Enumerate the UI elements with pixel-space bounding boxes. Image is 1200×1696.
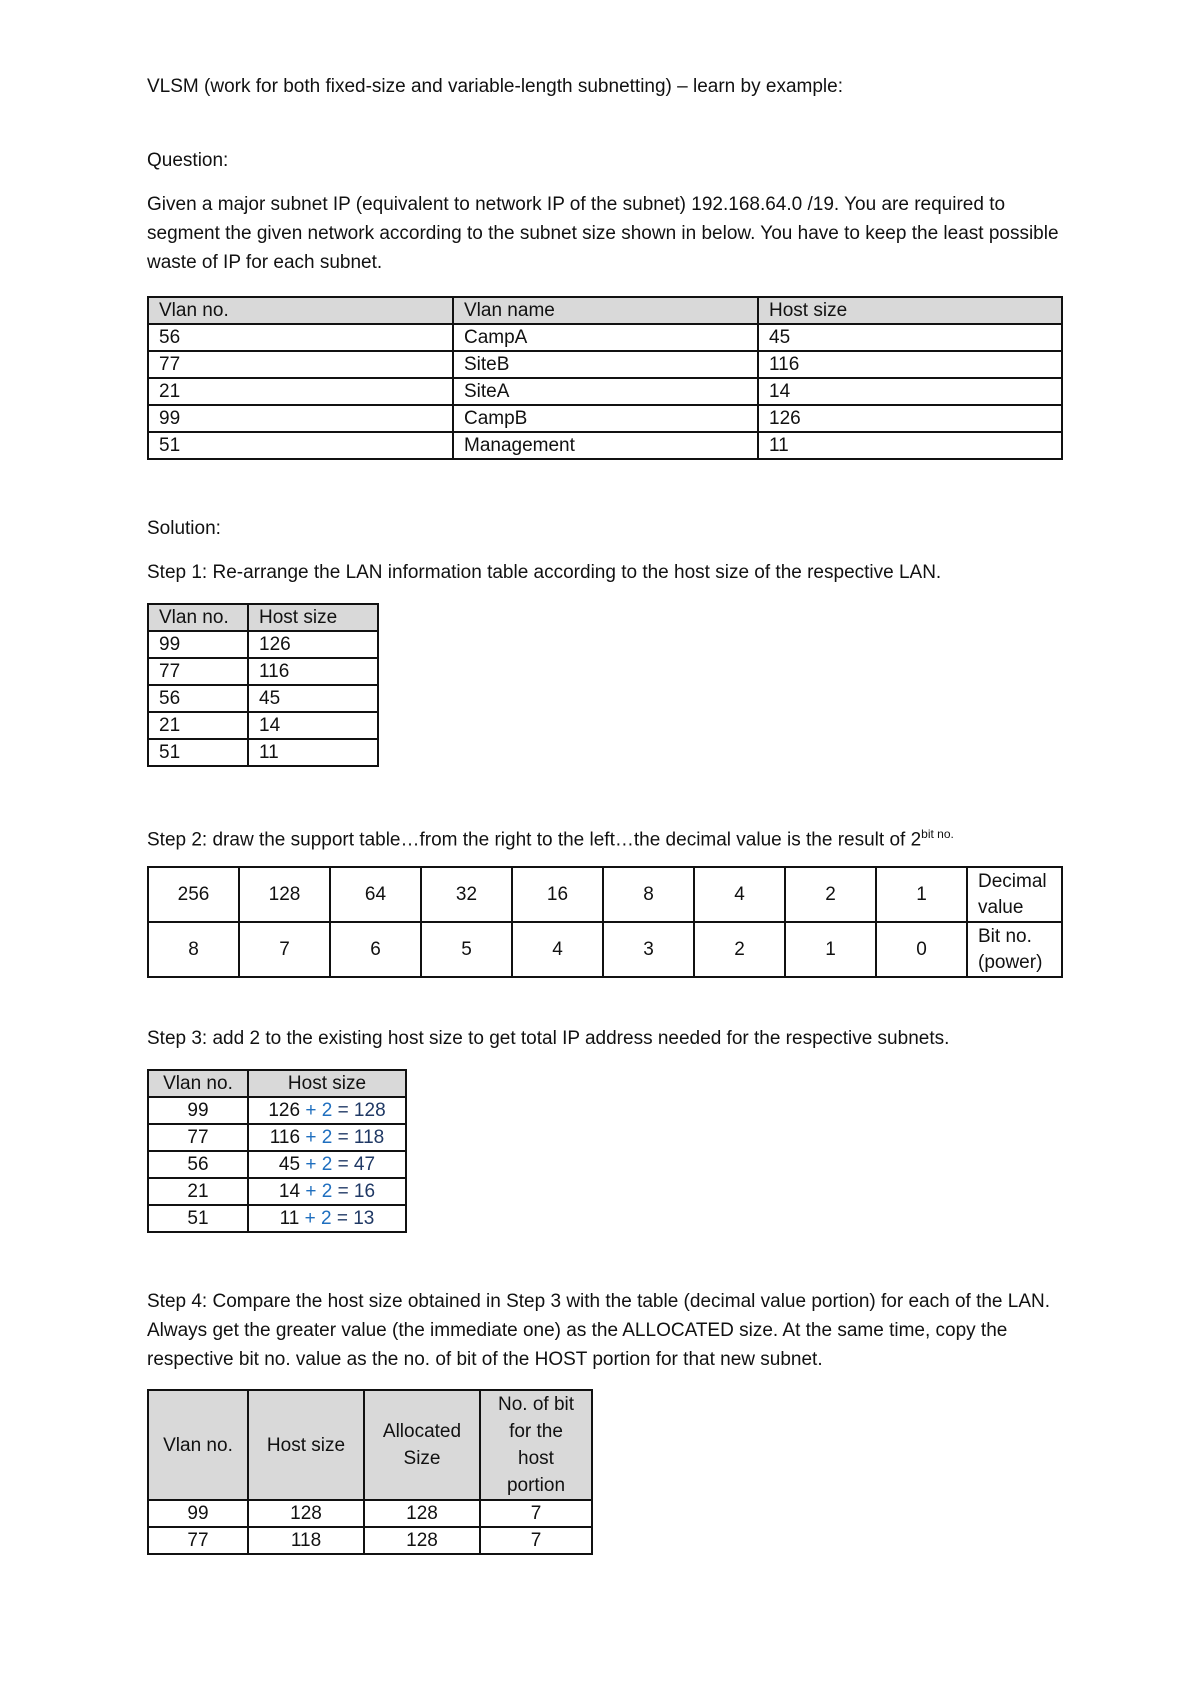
table-row — [148, 1097, 406, 1124]
plus-two: + 2 — [305, 1127, 333, 1148]
bit-label-cell — [967, 922, 1062, 977]
header-line: Allocated — [382, 1421, 462, 1442]
table-row — [148, 658, 378, 685]
result-value: = 47 — [337, 1154, 376, 1175]
solution-label: Solution: — [147, 518, 221, 539]
table-cell: 14 — [248, 712, 378, 739]
calc-cell — [248, 1178, 406, 1205]
result-value: = 16 — [337, 1181, 376, 1202]
bit-cell: 4 — [512, 922, 603, 977]
column-header: Vlan no. — [148, 1070, 248, 1097]
decimal-cell: 8 — [603, 867, 694, 922]
table-row — [148, 1205, 406, 1232]
decimal-cell: 32 — [421, 867, 512, 922]
decimal-label-line: value — [978, 896, 1024, 918]
table-header-row — [148, 297, 1062, 324]
table-cell: 14 — [758, 378, 1062, 405]
table-cell: 99 — [148, 1097, 248, 1124]
table-cell: 45 — [248, 685, 378, 712]
bit-number-row — [148, 922, 1062, 977]
host-value: 14 — [278, 1181, 301, 1202]
table-row — [148, 712, 378, 739]
plus-two: + 2 — [304, 1208, 332, 1229]
bit-cell: 1 — [785, 922, 876, 977]
host-value: 116 — [269, 1127, 301, 1148]
step-1-text: Step 1: Re-arrange the LAN information table according to the host size of the respective LAN. — [147, 562, 942, 583]
table-row — [148, 432, 1062, 459]
column-header: Vlan no. — [148, 1390, 248, 1500]
header-line: host — [518, 1448, 554, 1469]
table-row — [148, 1124, 406, 1151]
bit-cell: 7 — [239, 922, 330, 977]
column-header: Vlan no. — [148, 297, 453, 324]
sorted-vlan-table — [147, 603, 379, 767]
decimal-cell: 1 — [876, 867, 967, 922]
support-table — [147, 866, 1063, 978]
table-cell: Management — [453, 432, 758, 459]
table-cell: 77 — [148, 1527, 248, 1554]
column-header: Host size — [248, 1390, 364, 1500]
table-cell: 99 — [148, 1500, 248, 1527]
table-cell: 128 — [248, 1500, 364, 1527]
calc-cell — [248, 1124, 406, 1151]
table-cell: 128 — [364, 1500, 480, 1527]
host-value: 11 — [279, 1208, 300, 1229]
table-row — [148, 1178, 406, 1205]
plus-two: + 2 — [305, 1181, 333, 1202]
step-2-main: Step 2: draw the support table…from the right to the left…the decimal value is the result of 2 — [147, 829, 922, 851]
table-cell: 99 — [148, 631, 248, 658]
column-header: Vlan name — [453, 297, 758, 324]
decimal-cell: 4 — [694, 867, 785, 922]
decimal-label-line: Decimal — [978, 870, 1047, 892]
table-cell: 51 — [148, 1205, 248, 1232]
table-cell: 21 — [148, 378, 453, 405]
vlan-info-table — [147, 296, 1063, 460]
calc-cell — [248, 1205, 406, 1232]
column-header: Vlan no. — [148, 604, 248, 631]
table-cell: CampA — [453, 324, 758, 351]
table-cell: 77 — [148, 658, 248, 685]
decimal-value-row — [148, 867, 1062, 922]
header-line: portion — [506, 1475, 566, 1496]
table-cell: 56 — [148, 685, 248, 712]
table-header-row — [148, 1390, 592, 1500]
decimal-label-cell — [967, 867, 1062, 922]
table-row — [148, 685, 378, 712]
column-header — [364, 1390, 480, 1500]
table-row — [148, 631, 378, 658]
decimal-cell: 2 — [785, 867, 876, 922]
table-row — [148, 324, 1062, 351]
table-row — [148, 351, 1062, 378]
result-value: = 118 — [337, 1127, 385, 1148]
column-header: Host size — [758, 297, 1062, 324]
table-cell: 11 — [758, 432, 1062, 459]
header-line: Size — [403, 1448, 441, 1469]
table-cell: 116 — [248, 658, 378, 685]
table-cell: 99 — [148, 405, 453, 432]
table-cell: 21 — [148, 1178, 248, 1205]
host-value: 45 — [278, 1154, 301, 1175]
table-cell: SiteA — [453, 378, 758, 405]
table-cell: 7 — [480, 1500, 592, 1527]
table-cell: 118 — [248, 1527, 364, 1554]
bit-cell: 5 — [421, 922, 512, 977]
table-header-row — [148, 1070, 406, 1097]
table-cell: 77 — [148, 351, 453, 378]
bit-cell: 0 — [876, 922, 967, 977]
host-size-calc-table — [147, 1069, 407, 1233]
header-line: for the — [509, 1421, 563, 1442]
bit-cell: 8 — [148, 922, 239, 977]
decimal-cell: 128 — [239, 867, 330, 922]
calc-cell — [248, 1097, 406, 1124]
step-4-text: Step 4: Compare the host size obtained in Step 3 with the table (decimal value portion) for each of the LAN. Always get the greater value (the immediate one) as the ALLOCATED size. At the same time, copy the respective bit no. value as the no. of bit of the HOST portion for that new subnet. — [147, 1291, 1051, 1370]
table-cell: 77 — [148, 1124, 248, 1151]
table-cell: 128 — [364, 1527, 480, 1554]
result-value: = 13 — [336, 1208, 375, 1229]
table-cell: 56 — [148, 324, 453, 351]
result-value: = 128 — [337, 1100, 386, 1121]
plus-two: + 2 — [305, 1100, 333, 1121]
question-text: Given a major subnet IP (equivalent to network IP of the subnet) 192.168.64.0 /19. You are required to segment the given network according to the subnet size shown in below. You have to keep the least possible waste of IP for each subnet. — [147, 194, 1059, 273]
table-cell: CampB — [453, 405, 758, 432]
host-value: 126 — [268, 1100, 301, 1121]
table-cell: SiteB — [453, 351, 758, 378]
column-header: Host size — [248, 1070, 406, 1097]
table-cell: 116 — [758, 351, 1062, 378]
bit-cell: 6 — [330, 922, 421, 977]
table-row — [148, 405, 1062, 432]
step-2-superscript: bit no. — [921, 827, 954, 841]
decimal-cell: 16 — [512, 867, 603, 922]
table-row — [148, 739, 378, 766]
table-header-row — [148, 604, 378, 631]
table-cell: 51 — [148, 432, 453, 459]
table-cell: 51 — [148, 739, 248, 766]
table-cell: 56 — [148, 1151, 248, 1178]
allocation-table — [147, 1389, 593, 1555]
decimal-cell: 256 — [148, 867, 239, 922]
step-2-text — [147, 820, 954, 854]
plus-two: + 2 — [305, 1154, 333, 1175]
table-cell: 7 — [480, 1527, 592, 1554]
table-cell: 45 — [758, 324, 1062, 351]
table-cell: 126 — [248, 631, 378, 658]
column-header — [480, 1390, 592, 1500]
bit-label-line: (power) — [978, 951, 1043, 973]
question-label: Question: — [147, 150, 229, 171]
table-row — [148, 1151, 406, 1178]
table-row — [148, 378, 1062, 405]
bit-cell: 2 — [694, 922, 785, 977]
calc-cell — [248, 1151, 406, 1178]
table-cell: 21 — [148, 712, 248, 739]
table-row — [148, 1527, 592, 1554]
bit-label-line: Bit no. — [978, 925, 1032, 947]
decimal-cell: 64 — [330, 867, 421, 922]
document-title: VLSM (work for both fixed-size and variable-length subnetting) – learn by example: — [147, 76, 843, 97]
table-row — [148, 1500, 592, 1527]
table-cell: 11 — [248, 739, 378, 766]
table-cell: 126 — [758, 405, 1062, 432]
bit-cell: 3 — [603, 922, 694, 977]
header-line: No. of bit — [497, 1394, 575, 1415]
step-3-text: Step 3: add 2 to the existing host size to get total IP address needed for the respective subnets. — [147, 1028, 950, 1049]
column-header: Host size — [248, 604, 378, 631]
